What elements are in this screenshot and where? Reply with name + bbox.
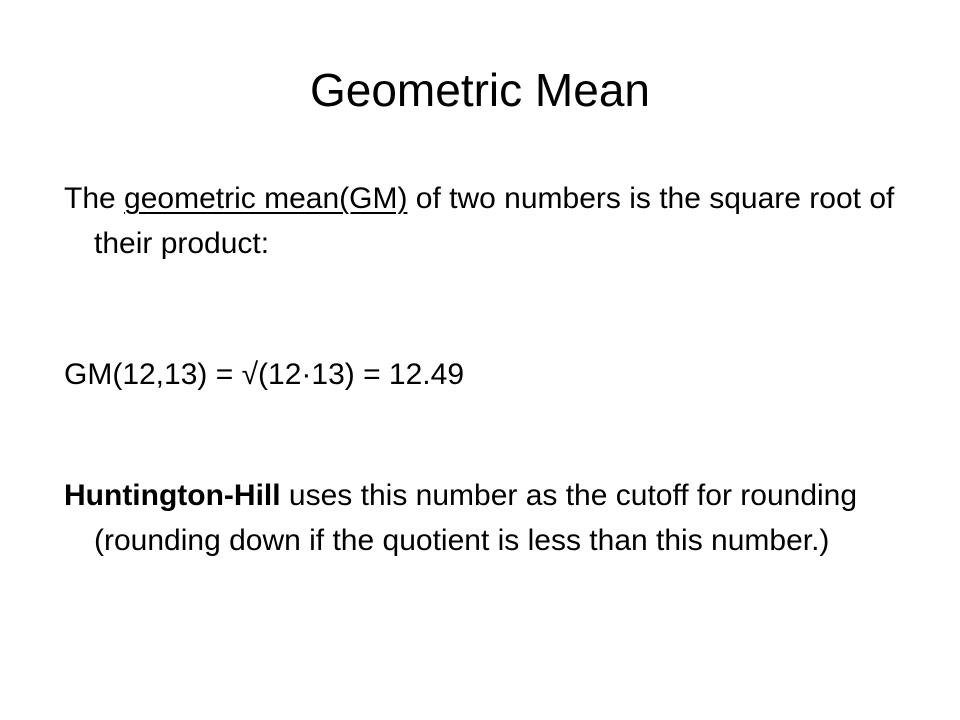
example-formula: GM(12,13) = √(12·13) = 12.49 <box>64 358 465 391</box>
definition-lead: The <box>64 182 125 215</box>
method-name: Huntington-Hill <box>64 479 281 512</box>
definition-paragraph <box>64 176 934 266</box>
method-description: uses this number as the cutoff for rounding (rounding down if the quotient is less than this number.) <box>94 479 858 557</box>
geometric-mean-term: geometric mean(GM) <box>124 182 408 215</box>
definition-rest: of two numbers is the square root of their product: <box>94 182 895 260</box>
method-paragraph <box>64 473 934 563</box>
slide-title: Geometric Mean <box>309 64 650 116</box>
